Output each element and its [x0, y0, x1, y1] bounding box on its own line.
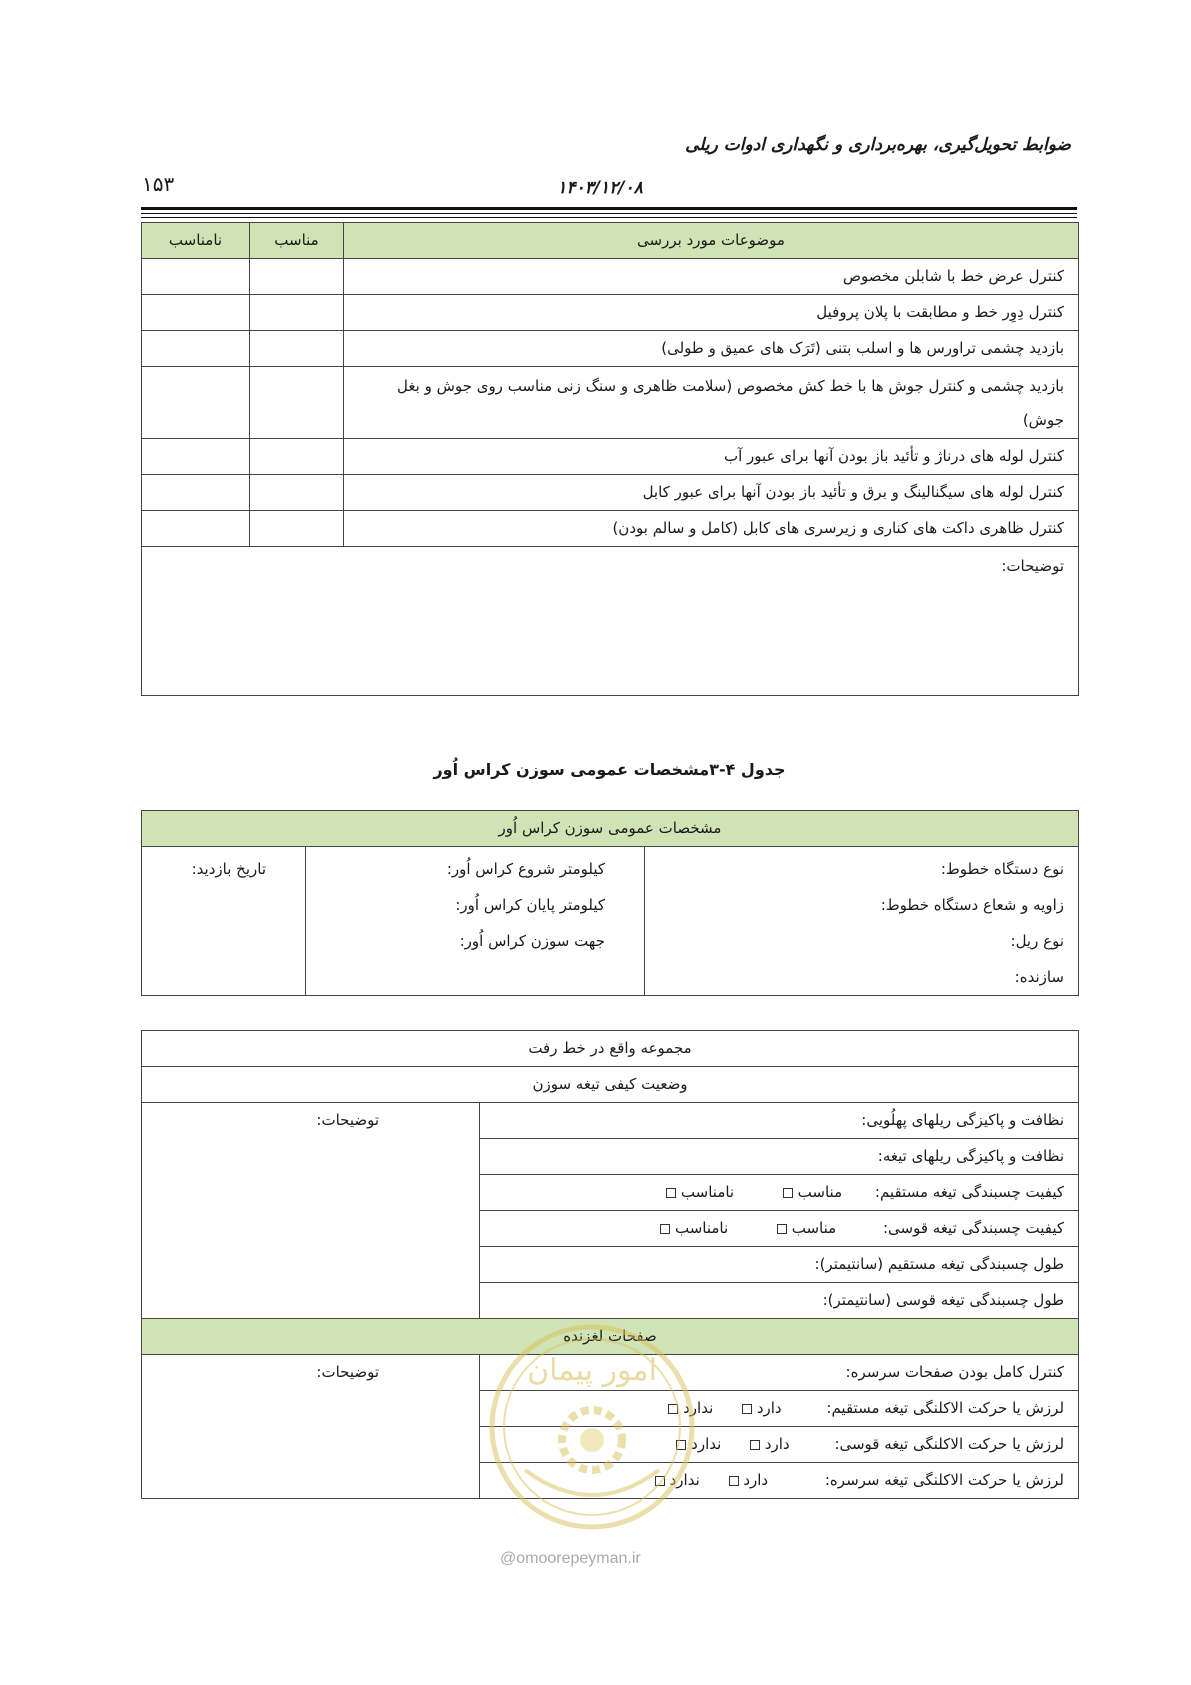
blade-title: وضعیت کیفی تیغه سوزن: [142, 1067, 1079, 1103]
header-rule: [141, 207, 1077, 210]
header-topics: موضوعات مورد بررسی: [344, 223, 1079, 259]
blade-item-label: کیفیت چسبندگی تیغه مستقیم:: [874, 1183, 1065, 1202]
inspection-item: کنترل لوله های درناژ و تأئید باز بودن آنها برای عبور آب: [344, 439, 1079, 475]
inspection-header-row: [142, 223, 1079, 259]
option-hasnot[interactable]: ندارد: [651, 1469, 700, 1492]
suitable-cell[interactable]: [250, 439, 344, 475]
blade-notes-field[interactable]: توضیحات:: [142, 1103, 480, 1319]
option-has[interactable]: دارد: [725, 1469, 769, 1492]
watermark-url: @omoorepeyman.ir: [500, 1550, 641, 1567]
checkbox-icon[interactable]: [742, 1404, 752, 1414]
plate-item-label: لرزش یا حرکت الاکلنگی تیغه مستقیم:: [826, 1399, 1065, 1418]
option-unsuitable[interactable]: نامناسب: [656, 1217, 728, 1240]
option-has[interactable]: دارد: [746, 1433, 790, 1456]
spec-line-km-end[interactable]: کیلومتر پایان کراس اُور:: [455, 896, 605, 914]
inspection-item: کنترل دِوِر خط و مطابقت با پلان پروفیل: [344, 295, 1079, 331]
spec-line-angle[interactable]: زاویه و شعاع دستگاه خطوط:: [880, 896, 1064, 914]
spec-line-direction[interactable]: جهت سوزن کراس اُور:: [459, 932, 605, 950]
header-suitable: مناسب: [250, 223, 344, 259]
suitable-cell[interactable]: [250, 511, 344, 547]
specs-header: مشخصات عمومی سوزن کراس اُور: [142, 811, 1079, 847]
spec-line-visit-date[interactable]: تاریخ بازدید:: [191, 860, 266, 878]
checkbox-icon[interactable]: [660, 1224, 670, 1234]
specs-right-col: [645, 847, 1079, 996]
general-specs-table: [141, 810, 1079, 996]
table-row: [142, 331, 1079, 367]
option-suitable[interactable]: مناسب: [773, 1217, 836, 1240]
table-row: [142, 475, 1079, 511]
table-row: [142, 259, 1079, 295]
inspection-item: کنترل لوله های سیگنالینگ و برق و تأئید باز بودن آنها برای عبور کابل: [344, 475, 1079, 511]
plate-item[interactable]: کنترل کامل بودن صفحات سرسره:: [480, 1355, 1079, 1391]
specs-middle-col: [306, 847, 645, 996]
checkbox-icon[interactable]: [750, 1440, 760, 1450]
inspection-table: [141, 222, 1079, 696]
table-row: [142, 367, 1079, 439]
inspection-item: بازدید چشمی و کنترل جوش ها با خط کش مخصوص (سلامت ظاهری و سنگ زنی مناسب روی جوش و بغل جوش): [344, 367, 1079, 439]
unsuitable-cell[interactable]: [142, 511, 250, 547]
header-unsuitable: نامناسب: [142, 223, 250, 259]
checkbox-icon[interactable]: [729, 1476, 739, 1486]
blade-item[interactable]: طول چسبندگی تیغه قوسی (سانتیمتر):: [480, 1283, 1079, 1319]
plate-item-label: لرزش یا حرکت الاکلنگی تیغه قوسی:: [834, 1435, 1065, 1454]
watermark-seal-icon: [485, 1320, 700, 1535]
notes-field[interactable]: توضیحات:: [142, 547, 1079, 696]
blade-item-label: کیفیت چسبندگی تیغه قوسی:: [882, 1219, 1065, 1238]
table-row: [142, 511, 1079, 547]
checkbox-icon[interactable]: [666, 1188, 676, 1198]
table-row: [142, 439, 1079, 475]
document-date: ۱۴۰۳/۱۲/۰۸: [557, 178, 643, 198]
inspection-item: کنترل عرض خط با شابلن مخصوص: [344, 259, 1079, 295]
plates-notes-field[interactable]: توضیحات:: [142, 1355, 480, 1499]
table-row: [142, 295, 1079, 331]
notes-row: [142, 547, 1079, 696]
suitable-cell[interactable]: [250, 295, 344, 331]
suitable-cell[interactable]: [250, 331, 344, 367]
option-has[interactable]: دارد: [738, 1397, 782, 1420]
unsuitable-cell[interactable]: [142, 295, 250, 331]
table-caption: جدول ۴-۳مشخصات عمومی سوزن کراس اُور: [433, 760, 786, 779]
blade-item-straight: [480, 1175, 1079, 1211]
sliding-plates-header: صفحات لغزنده: [142, 1319, 1079, 1355]
header-rule: [141, 217, 1077, 218]
option-hasnot[interactable]: ندارد: [672, 1433, 721, 1456]
suitable-cell[interactable]: [250, 475, 344, 511]
unsuitable-cell[interactable]: [142, 439, 250, 475]
option-unsuitable[interactable]: نامناسب: [662, 1181, 734, 1204]
unsuitable-cell[interactable]: [142, 475, 250, 511]
plate-item-label: لرزش یا حرکت الاکلنگی تیغه سرسره:: [824, 1471, 1065, 1490]
seal-text: امور پیمان: [527, 1353, 657, 1388]
page-number: ۱۵۳: [142, 172, 175, 196]
spec-line-rail[interactable]: نوع ریل:: [1010, 932, 1064, 950]
blade-item-curved: [480, 1211, 1079, 1247]
table-row: [142, 1103, 1079, 1139]
suitable-cell[interactable]: [250, 367, 344, 439]
header-rule: [141, 213, 1077, 214]
unsuitable-cell[interactable]: [142, 259, 250, 295]
unsuitable-cell[interactable]: [142, 331, 250, 367]
inspection-item: کنترل ظاهری داکت های کناری و زیرسری های کابل (کامل و سالم بودن): [344, 511, 1079, 547]
specs-header-row: [142, 811, 1079, 847]
inspection-item: بازدید چشمی تراورس ها و اسلب بتنی (تَرَک های عمیق و طولی): [344, 331, 1079, 367]
blade-item[interactable]: طول چسبندگی تیغه مستقیم (سانتیمتر):: [480, 1247, 1079, 1283]
suitable-cell[interactable]: [250, 259, 344, 295]
assembly-title: مجموعه واقع در خط رفت: [142, 1031, 1079, 1067]
blade-item[interactable]: نظافت و پاکیزگی ریلهای تیغه:: [480, 1139, 1079, 1175]
spec-line-maker[interactable]: سازنده:: [1014, 968, 1064, 986]
assembly-title-row: [142, 1031, 1079, 1067]
blade-title-row: [142, 1067, 1079, 1103]
unsuitable-cell[interactable]: [142, 367, 250, 439]
specs-body-row: [142, 847, 1079, 996]
book-title: ضوابط تحویل‌گیری، بهره‌برداری و نگهداری ادوات ریلی: [685, 135, 1071, 155]
spec-line-km-start[interactable]: کیلومتر شروع کراس اُور:: [446, 860, 605, 878]
option-suitable[interactable]: مناسب: [779, 1181, 842, 1204]
spec-line-type[interactable]: نوع دستگاه خطوط:: [940, 860, 1064, 878]
checkbox-icon[interactable]: [783, 1188, 793, 1198]
blade-item[interactable]: نظافت و پاکیزگی ریلهای پهلُویی:: [480, 1103, 1079, 1139]
option-hasnot[interactable]: ندارد: [664, 1397, 713, 1420]
specs-left-col: [142, 847, 306, 996]
checkbox-icon[interactable]: [777, 1224, 787, 1234]
